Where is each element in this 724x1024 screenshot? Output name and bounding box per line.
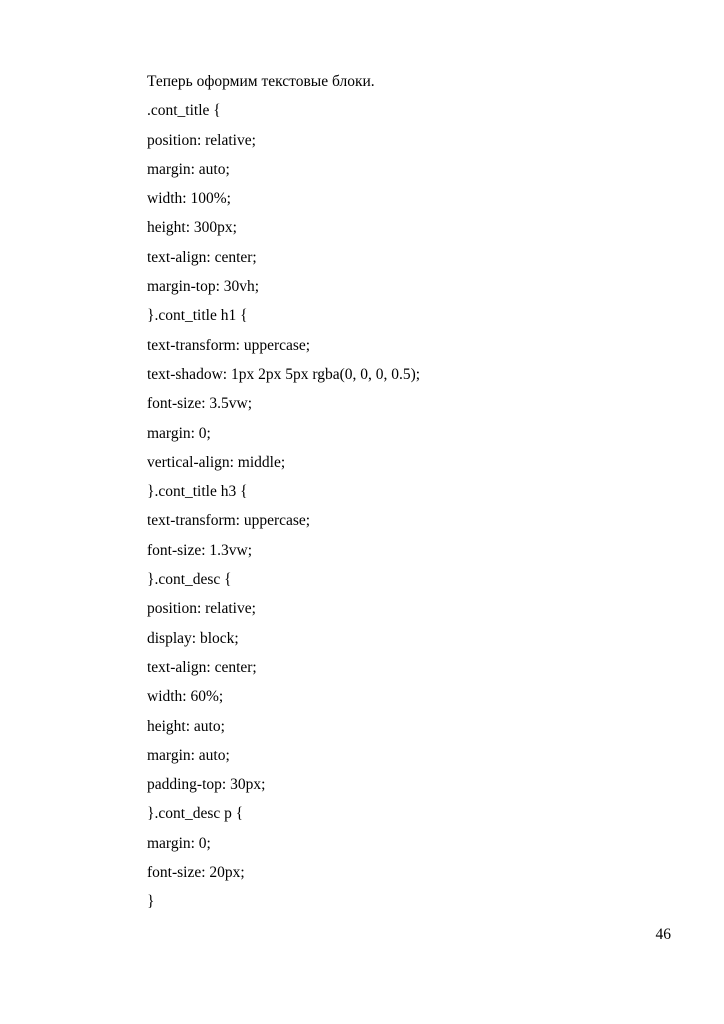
code-line: text-shadow: 1px 2px 5px rgba(0, 0, 0, 0.5); [147, 365, 421, 383]
code-line: margin: 0; [147, 424, 211, 442]
code-line: }.cont_desc p { [147, 805, 244, 823]
code-line: margin-top: 30vh; [147, 278, 260, 296]
code-line: padding-top: 30px; [147, 776, 266, 794]
page-number: 46 [655, 926, 671, 943]
code-line: margin: auto; [147, 746, 230, 764]
code-line: font-size: 1.3vw; [147, 541, 253, 559]
code-line: font-size: 20px; [147, 864, 245, 882]
code-line: height: auto; [147, 717, 225, 735]
code-line: text-align: center; [147, 248, 257, 266]
code-line: }.cont_title h1 { [147, 307, 248, 325]
code-line: text-transform: uppercase; [147, 512, 311, 530]
code-line: position: relative; [147, 131, 256, 149]
code-line: margin: auto; [147, 160, 230, 178]
code-line: }.cont_title h3 { [147, 483, 248, 501]
code-line: width: 60%; [147, 688, 224, 706]
code-line: height: 300px; [147, 219, 237, 237]
code-line: }.cont_desc { [147, 571, 232, 589]
code-line: } [147, 893, 155, 911]
code-line: text-transform: uppercase; [147, 336, 311, 354]
code-line: vertical-align: middle; [147, 453, 286, 471]
text-lines [147, 67, 420, 917]
code-line: position: relative; [147, 600, 256, 618]
code-line: margin: 0; [147, 834, 211, 852]
code-line: font-size: 3.5vw; [147, 395, 253, 413]
code-line: display: block; [147, 629, 239, 647]
code-line: text-align: center; [147, 658, 257, 676]
text-line: Теперь оформим текстовые блоки. [147, 73, 375, 90]
code-line: .cont_title { [147, 102, 221, 120]
code-line: width: 100%; [147, 190, 231, 208]
